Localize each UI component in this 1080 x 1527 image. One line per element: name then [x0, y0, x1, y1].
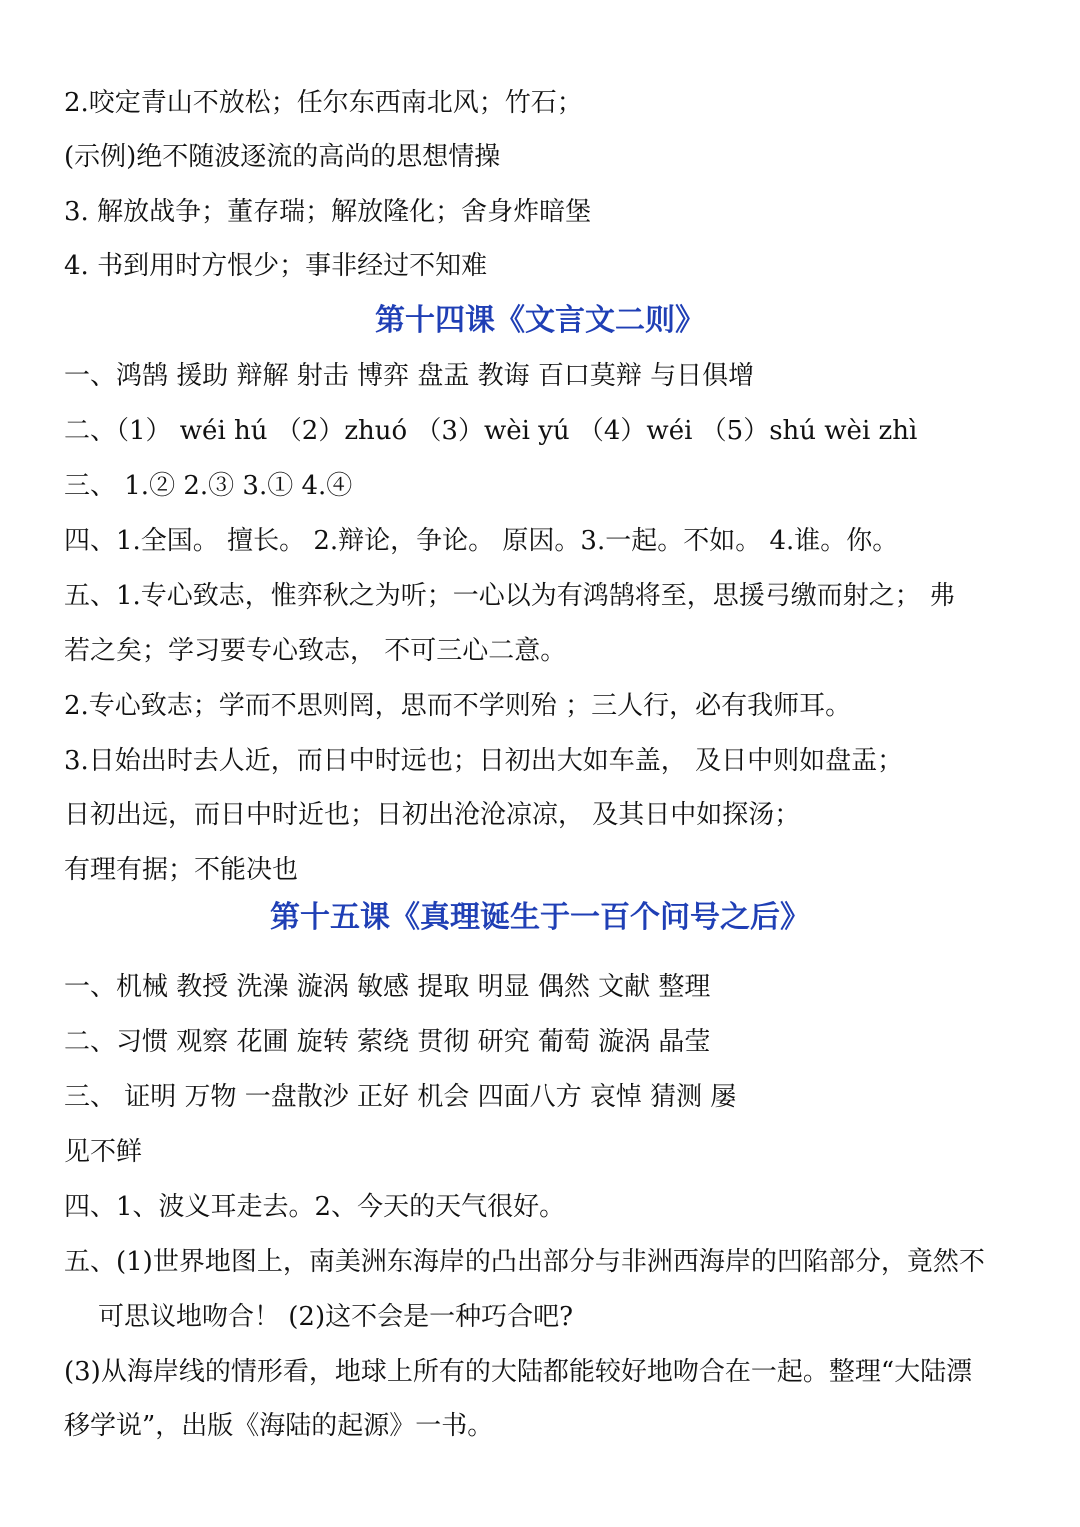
answer-line: 有理有据；不能决也: [64, 855, 299, 885]
answer-line: 三、 证明 万物 一盘散沙 正好 机会 四面八方 哀悼 猜测 屡: [64, 1082, 737, 1112]
answer-line: 3.日始出时去人近，而日中时远也；日初出大如车盖， 及日中则如盘盂；: [64, 746, 904, 776]
answer-line: (3)从海岸线的情形看，地球上所有的大陆都能较好地吻合在一起。整理“大陆漂: [64, 1357, 973, 1387]
answer-line: 3. 解放战争；董存瑞；解放隆化；舍身炸暗堡: [64, 197, 592, 227]
lesson-heading: 第十五课《真理诞生于一百个问号之后》: [270, 900, 810, 935]
answer-line: 四、1.全国。 擅长。 2.辩论，争论。 原因。3.一起。不如。 4.谁。你。: [64, 526, 899, 556]
answer-line: 2.专心致志；学而不思则罔，思而不学则殆 ；三人行，必有我师耳。: [64, 691, 852, 721]
answer-line: (示例)绝不随波逐流的高尚的思想情操: [64, 142, 501, 172]
answer-line: 三、 1.② 2.③ 3.① 4.④: [64, 471, 353, 501]
answer-line: 五、(1)世界地图上，南美洲东海岸的凸出部分与非洲西海岸的凹陷部分，竟然不: [64, 1247, 985, 1277]
answer-line: 2.咬定青山不放松；任尔东西南北风；竹石；: [64, 88, 583, 118]
answer-line: 五、1.专心致志，惟弈秋之为听；一心以为有鸿鹄将至，思援弓缴而射之； 弗: [64, 581, 956, 611]
answer-line: 二、习惯 观察 花圃 旋转 萦绕 贯彻 研究 葡萄 漩涡 晶莹: [64, 1027, 711, 1057]
lesson-heading: 第十四课《文言文二则》: [375, 303, 705, 338]
answer-line: 4. 书到用时方恨少；事非经过不知难: [64, 251, 488, 281]
answer-line: 日初出远，而日中时近也；日初出沧沧凉凉， 及其日中如探汤；: [64, 800, 801, 830]
answer-line: 可思议地吻合！ (2)这不会是一种巧合吧?: [98, 1302, 574, 1332]
answer-line: 一、鸿鹄 援助 辩解 射击 博弈 盘盂 教诲 百口莫辩 与日俱增: [64, 361, 755, 391]
answer-line: 若之矣；学习要专心致志， 不可三心二意。: [64, 636, 567, 666]
answer-line: 二、（1） wéi hú （2）zhuó （3）wèi yú （4）wéi （5）shú wèi zhì: [64, 416, 918, 446]
answer-line: 移学说”，出版《海陆的起源》一书。: [64, 1411, 494, 1441]
answer-line: 四、1、波义耳走去。2、今天的天气很好。: [64, 1192, 566, 1222]
answer-line: 见不鲜: [64, 1137, 143, 1167]
answer-line: 一、机械 教授 洗澡 漩涡 敏感 提取 明显 偶然 文献 整理: [64, 972, 711, 1002]
